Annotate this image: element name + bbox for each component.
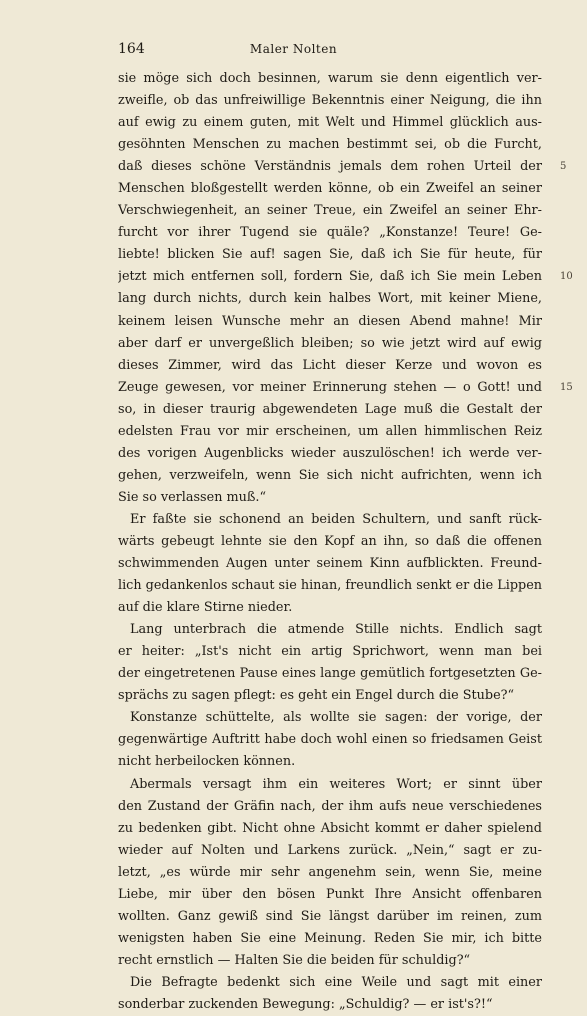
text-line: sie möge sich doch besinnen, warum sie denn eigentlich ver- xyxy=(118,71,542,86)
text-line: sprächs zu sagen pflegt: es geht ein Engel durch die Stube?“ xyxy=(118,688,515,704)
text-line: wenigsten haben Sie eine Meinung. Reden Sie mir, ich bitte xyxy=(118,930,542,946)
text-line: zu bedenken gibt. Nicht ohne Absicht kommt er daher spielend xyxy=(118,820,542,836)
text-line: gesöhnten Menschen zu machen bestimmt sei, ob die Furcht, xyxy=(118,137,542,153)
text-line: auf die klare Stirne nieder. xyxy=(118,600,293,616)
text-line: gegenwärtige Auftritt habe doch wohl einen so friedsamen Geist xyxy=(118,732,542,748)
text-line: so, in dieser traurig abgewendeten Lage muß die Gestalt der xyxy=(118,401,542,417)
text-line: Liebe, mir über den bösen Punkt Ihre Ansicht offenbaren xyxy=(118,886,542,902)
text-line: liebte! blicken Sie auf! sagen Sie, daß ich Sie für heute, für xyxy=(118,247,542,263)
page-number: 164 xyxy=(118,41,145,57)
text-line: Die Befragte bedenkt sich eine Weile und sagt mit einer xyxy=(130,974,542,990)
text-line: Konstanze schüttelte, als wollte sie sagen: der vorige, der xyxy=(130,710,542,726)
text-line: er heiter: „Ist's nicht ein artig Sprichwort, wenn man bei xyxy=(118,644,542,660)
text-line: lich gedankenlos schaut sie hinan, freundlich senkt er die Lippen xyxy=(118,578,542,594)
text-line: lang durch nichts, durch kein halbes Wort, mit keiner Miene, xyxy=(118,291,542,307)
text-line: Sie so verlassen muß.“ xyxy=(118,489,267,505)
text-line: Er faßte sie schonend an beiden Schultern, und sanft rück- xyxy=(130,511,542,527)
text-line: des vorigen Augenblicks wieder auszulöschen! ich werde ver- xyxy=(118,445,542,461)
text-line: Abermals versagt ihm ein weiteres Wort; er sinnt über xyxy=(130,776,542,792)
line-number: 15 xyxy=(560,381,573,393)
text-line: dieses Zimmer, wird das Licht dieser Kerze und wovon es xyxy=(118,357,542,373)
text-line: wärts gebeugt lehnte sie den Kopf an ihn, so daß die offenen xyxy=(118,533,542,549)
text-line: edelsten Frau vor mir erscheinen, um allen himmlischen Reiz xyxy=(118,423,542,439)
text-line: recht ernstlich — Halten Sie die beiden für schuldig?“ xyxy=(118,952,471,968)
running-head xyxy=(0,41,587,61)
text-line: den Zustand der Gräfin nach, der ihm aufs neue verschiedenes xyxy=(118,798,542,814)
text-line: daß dieses schöne Verständnis jemals dem rohen Urteil der xyxy=(118,159,542,175)
text-line: wollten. Ganz gewiß sind Sie längst darüber im reinen, zum xyxy=(118,908,542,924)
text-line: furcht vor ihrer Tugend sie quäle? „Konstanze! Teure! Ge- xyxy=(118,225,542,241)
line-number: 5 xyxy=(560,161,567,173)
text-line: nicht herbeilocken können. xyxy=(118,754,296,770)
text-line: schwimmenden Augen unter seinem Kinn aufblickten. Freund- xyxy=(118,556,542,572)
body-text xyxy=(118,68,542,1016)
line-number: 10 xyxy=(560,271,573,283)
text-line: jetzt mich entfernen soll, fordern Sie, daß ich Sie mein Leben xyxy=(118,269,542,285)
text-line: Lang unterbrach die atmende Stille nichts. Endlich sagt xyxy=(130,622,542,638)
text-line: auf ewig zu einem guten, mit Welt und Himmel glücklich aus- xyxy=(118,115,542,131)
text-line: zweifle, ob das unfreiwillige Bekenntnis einer Neigung, die ihn xyxy=(118,93,542,109)
text-line: letzt, „es würde mir sehr angenehm sein, wenn Sie, meine xyxy=(118,864,542,880)
text-line: wieder auf Nolten und Larkens zurück. „Nein,“ sagt er zu- xyxy=(118,842,542,858)
text-line: Zeuge gewesen, vor meiner Erinnerung stehen — o Gott! und xyxy=(118,379,542,395)
text-line: gehen, verzweifeln, wenn Sie sich nicht aufrichten, wenn ich xyxy=(118,467,542,483)
text-line: keinem leisen Wunsche mehr an diesen Abend mahne! Mir xyxy=(118,313,542,329)
text-line: der eingetretenen Pause eines lange gemütlich fortgesetzten Ge- xyxy=(118,666,542,682)
text-line: Verschwiegenheit, an seiner Treue, ein Zweifel an seiner Ehr- xyxy=(118,203,542,219)
running-title: Maler Nolten xyxy=(249,42,338,56)
text-line: sonderbar zuckenden Bewegung: „Schuldig? — er ist's?!“ xyxy=(118,996,493,1012)
text-line: aber darf er unvergeßlich bleiben; so wie jetzt wird auf ewig xyxy=(118,335,542,351)
text-line: Menschen bloßgestellt werden könne, ob ein Zweifel an seiner xyxy=(118,181,542,197)
